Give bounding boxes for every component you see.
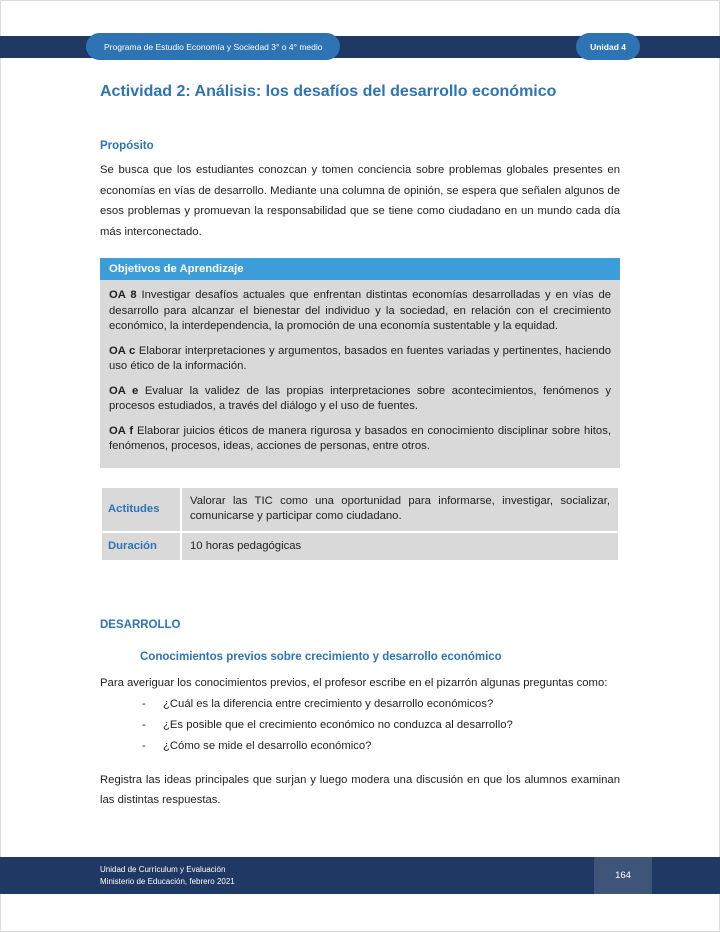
oa-item bbox=[109, 424, 611, 455]
footer-org-line1: Unidad de Currículum y Evaluación bbox=[100, 865, 226, 874]
oa-code: OA e bbox=[109, 384, 139, 397]
list-item bbox=[100, 694, 620, 715]
desarrollo-heading: DESARROLLO bbox=[100, 619, 181, 631]
oa-text: Investigar desafíos actuales que enfrentan distintas economías desarrolladas y en vías de desarrollo para alcanzar el bienestar del individuo y la sociedad, en relación con el crecimiento económico, la interdependencia, la promoción de una economía sustentable y la equidad. bbox=[109, 289, 612, 332]
info-table bbox=[100, 486, 620, 563]
page-number-box bbox=[594, 857, 652, 894]
footer-org-line2: Ministerio de Educación, febrero 2021 bbox=[100, 876, 235, 886]
table-row bbox=[101, 487, 619, 532]
objetivos-header: Objetivos de Aprendizaje bbox=[100, 258, 620, 280]
desarrollo-closing: Registra las ideas principales que surjan y luego modera una discusión en que los alumnos examinan las distintas respuestas. bbox=[100, 773, 620, 806]
footer-bar bbox=[0, 857, 720, 894]
duracion-label: Duración bbox=[101, 532, 181, 562]
oa-item bbox=[109, 288, 611, 335]
oa-code: OA f bbox=[109, 424, 134, 437]
dash-bullet: - bbox=[142, 739, 146, 752]
oa-text: Elaborar interpretaciones y argumentos, basados en fuentes variadas y pertinentes, haciendo uso ético de la información. bbox=[109, 344, 612, 372]
objetivos-box bbox=[100, 258, 620, 468]
actitudes-label: Actitudes bbox=[101, 487, 181, 532]
duracion-value: 10 horas pedagógicas bbox=[181, 532, 619, 562]
list-item bbox=[100, 715, 620, 736]
list-item bbox=[100, 736, 620, 757]
desarrollo-intro: Para averiguar los conocimientos previos, el profesor escribe en el pizarrón algunas preguntas como: bbox=[100, 677, 608, 689]
question-list bbox=[100, 694, 620, 757]
page-title: Actividad 2: Análisis: los desafíos del desarrollo económico bbox=[100, 83, 557, 100]
question-text: ¿Cómo se mide el desarrollo económico? bbox=[163, 739, 372, 752]
unit-badge-label: Unidad 4 bbox=[590, 41, 626, 52]
objetivos-body bbox=[100, 280, 620, 468]
page-content bbox=[100, 0, 620, 811]
program-title: Programa de Estudio Economía y Sociedad 3° o 4° medio bbox=[104, 41, 323, 52]
proposito-paragraph: Se busca que los estudiantes conozcan y tomen conciencia sobre problemas globales presentes en economías en vías de desarrollo. Mediante una columna de opinión, se espera que señalen algunos de esos problemas y promuevan la responsabilidad que se tiene como ciudadano en un mundo cada día más interconectado. bbox=[100, 164, 620, 238]
oa-code: OA c bbox=[109, 344, 136, 357]
proposito-heading: Propósito bbox=[100, 140, 154, 152]
oa-item bbox=[109, 344, 611, 375]
table-row bbox=[101, 532, 619, 562]
actitudes-value: Valorar las TIC como una oportunidad para informarse, investigar, socializar, comunicarse y participar como ciudadano. bbox=[181, 487, 619, 532]
oa-code: OA 8 bbox=[109, 289, 137, 301]
footer-organization bbox=[100, 864, 235, 887]
desarrollo-subheading: Conocimientos previos sobre crecimiento y desarrollo económico bbox=[140, 651, 502, 663]
dash-bullet: - bbox=[142, 718, 146, 731]
oa-text: Evaluar la validez de las propias interpretaciones sobre acontecimientos, fenómenos y procesos estudiados, a través del diálogo y el uso de fuentes. bbox=[109, 384, 611, 412]
oa-text: Elaborar juicios éticos de manera rigurosa y basados en conocimiento disciplinar sobre hitos, fenómenos, procesos, ideas, acciones de personas, entre otros. bbox=[109, 424, 611, 452]
question-text: ¿Cuál es la diferencia entre crecimiento y desarrollo económicos? bbox=[163, 697, 494, 710]
page-number: 164 bbox=[615, 870, 631, 881]
oa-item bbox=[109, 384, 611, 415]
question-text: ¿Es posible que el crecimiento económico no conduzca al desarrollo? bbox=[163, 718, 513, 731]
dash-bullet: - bbox=[142, 697, 146, 710]
